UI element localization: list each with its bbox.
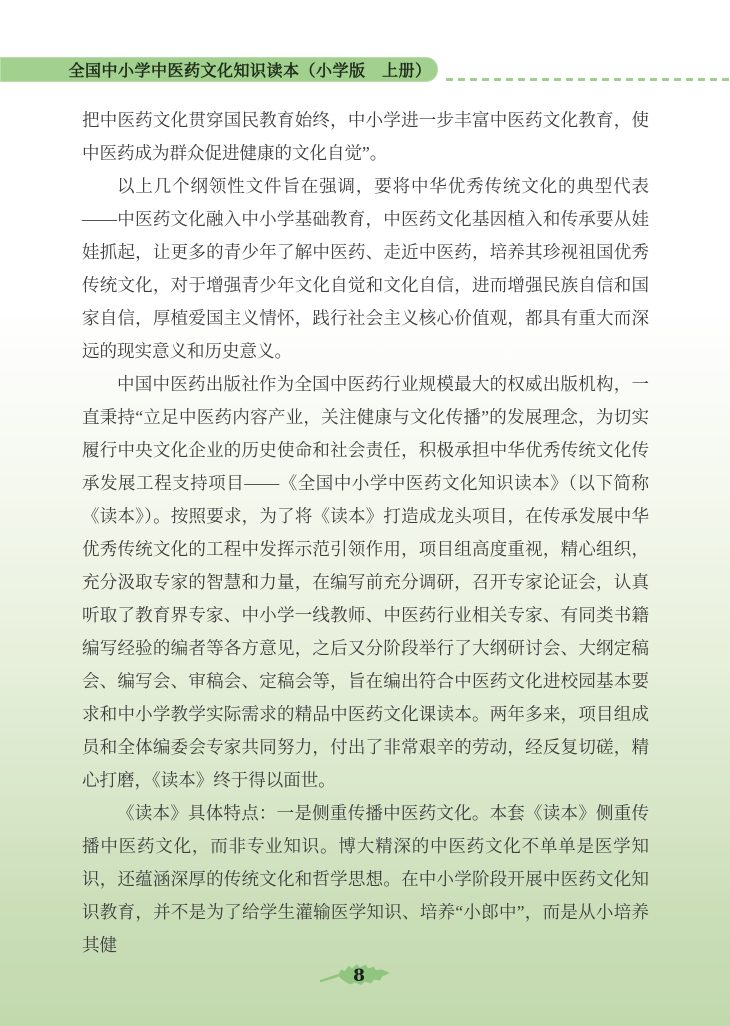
body-text — [82, 104, 649, 962]
header-dashed-line — [446, 78, 730, 81]
paragraph: 《读本》具体特点：一是侧重传播中医药文化。本套《读本》侧重传播中医药文化，而非专业知识。博大精深的中医药文化不单单是医学知识，还蕴涵深厚的传统文化和哲学思想。在中小学阶段开展中医药文化知识教育，并不是为了给学生灌输医学知识、培养“小郎中”，而是从小培养其健 — [82, 803, 649, 955]
page-number-leaf — [318, 956, 398, 996]
paragraph: 中国中医药出版社作为全国中医药行业规模最大的权威出版机构，一直秉持“立足中医药内容产业，关注健康与文化传播”的发展理念，为切实履行中央文化企业的历史使命和社会责任，积极承担中华优秀传统文化传承发展工程支持项目——《全国中小学中医药文化知识读本》（以下简称《读本》）。按照要求，为了将《读本》打造成龙头项目，在传承发展中华优秀传统文化的工程中发挥示范引领作用，项目组高度重视，精心组织，充分汲取专家的智慧和力量，在编写前充分调研，召开专家论证会，认真听取了教育界专家、中小学一线教师、中医药行业相关专家、有同类书籍编写经验的编者等各方意见，之后又分阶段举行了大纲研讨会、大纲定稿会、编写会、审稿会、定稿会等，旨在编出符合中医药文化进校园基本要求和中小学教学实际需求的精品中医药文化课读本。两年多来，项目组成员和全体编委会专家共同努力，付出了非常艰辛的劳动，经反复切磋，精心打磨，《读本》终于得以面世。 — [82, 374, 649, 790]
page-number: 8 — [353, 966, 365, 986]
paragraph: 把中医药文化贯穿国民教育始终，中小学进一步丰富中医药文化教育，使中医药成为群众促进健康的文化自觉”。 — [82, 110, 649, 163]
leaf-icon — [318, 956, 398, 996]
header-title: 全国中小学中医药文化知识读本（小学版 上册） — [68, 63, 432, 80]
header-bar — [0, 57, 438, 82]
paragraph: 以上几个纲领性文件旨在强调，要将中华优秀传统文化的典型代表——中医药文化融入中小学基础教育，中医药文化基因植入和传承要从娃娃抓起，让更多的青少年了解中医药、走近中医药，培养其珍视祖国优秀传统文化，对于增强青少年文化自觉和文化自信，进而增强民族自信和国家自信，厚植爱国主义情怀，践行社会主义核心价值观，都具有重大而深远的现实意义和历史意义。 — [82, 176, 649, 361]
